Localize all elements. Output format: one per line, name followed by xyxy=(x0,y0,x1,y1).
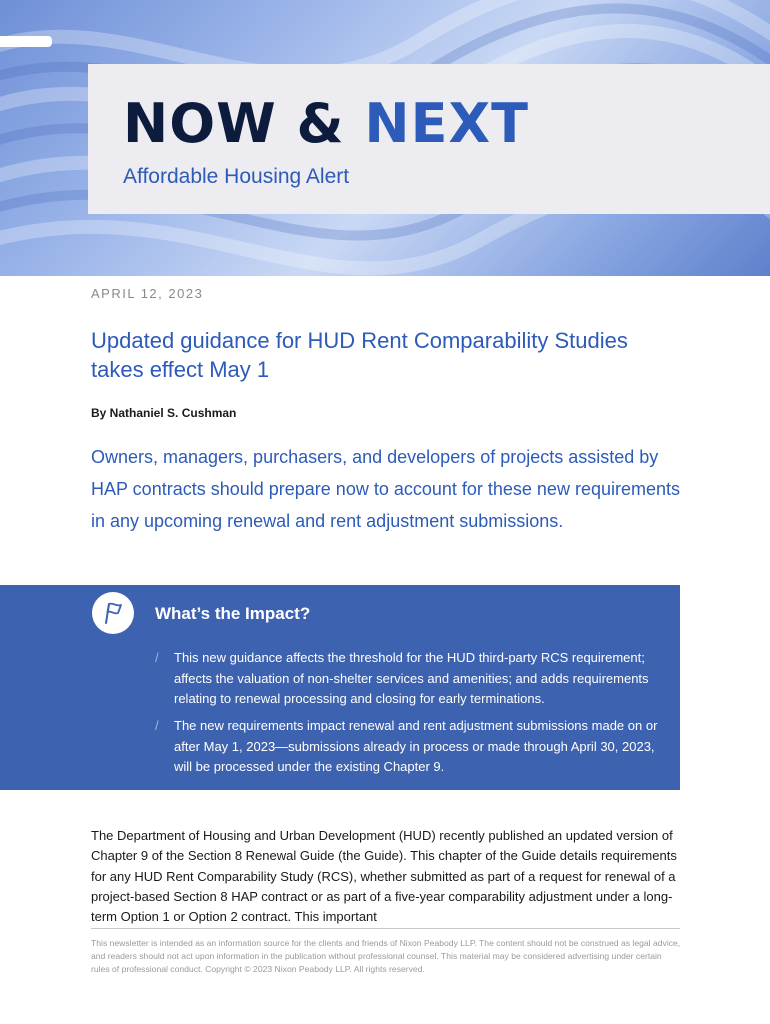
impact-bullet-text: The new requirements impact renewal and rent adjustment submissions made on or after May 1, 2023—submissions already in process or made through April 30, 2023, will be processed under the existing Chapter 9. xyxy=(174,718,658,774)
bullet-marker: / xyxy=(155,650,159,665)
brand-next: NEXT xyxy=(364,92,529,155)
decorative-tab xyxy=(0,36,52,47)
article-lede: Owners, managers, purchasers, and developers of projects assisted by HAP contracts should prepare now to account for these new requirements in any upcoming renewal and rent adjustment submissions. xyxy=(91,447,680,531)
body-section xyxy=(0,815,770,927)
article-title: Updated guidance for HUD Rent Comparability Studies takes effect May 1 xyxy=(91,328,628,382)
masthead xyxy=(88,64,770,214)
footer-disclaimer: This newsletter is intended as an information source for the clients and friends of Nixon Peabody LLP. The content should not be construed as legal advice, and readers should not act upon information in the publication without professional counsel. This material may be considered advertising under certain rules of professional conduct. Copyright © 2023 Nixon Peabody LLP. All rights reserved. xyxy=(91,938,681,974)
bullet-marker: / xyxy=(155,718,159,733)
impact-bullet xyxy=(155,716,675,778)
impact-title: What’s the Impact? xyxy=(155,604,311,623)
byline: By Nathaniel S. Cushman xyxy=(91,406,237,420)
flag-icon xyxy=(92,592,134,634)
impact-bullet-text: This new guidance affects the threshold for the HUD third-party RCS requirement; affects the valuation of non-shelter services and amenities; and adds requirements relating to renewal processing and closing for early terminations. xyxy=(174,650,649,706)
brand-now: NOW xyxy=(123,92,277,155)
newsletter-subtitle: Affordable Housing Alert xyxy=(123,165,350,188)
publication-date: APRIL 12, 2023 xyxy=(91,286,204,301)
brand-ampersand: & xyxy=(296,92,345,155)
brand-logo xyxy=(123,94,529,154)
body-paragraph: The Department of Housing and Urban Development (HUD) recently published an updated version of Chapter 9 of the Section 8 Renewal Guide (the Guide). This chapter of the Guide details requirements for any HUD Rent Comparability Study (RCS), whether submitted as part of a request for renewal of a project-based Section 8 HAP contract or as part of a five-year comparability adjustment under a long-term Option 1 or Option 2 contract. This important xyxy=(91,828,677,925)
footer-divider xyxy=(91,928,680,929)
impact-bullet xyxy=(155,648,675,710)
